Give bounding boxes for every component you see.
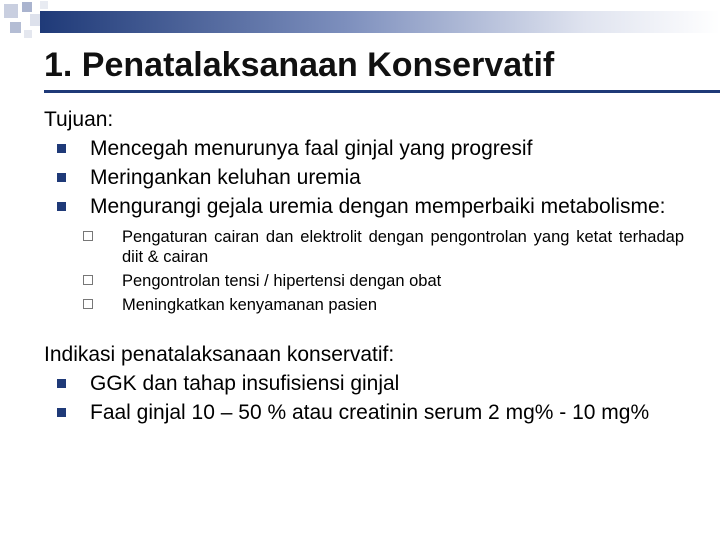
sub-bullet-list: [44, 227, 684, 315]
slide-content: [44, 105, 684, 427]
list-item: [44, 163, 684, 192]
square-bullet-icon: [57, 408, 66, 417]
square-bullet-icon: [57, 144, 66, 153]
sub-list-item-text: Pengontrolan tensi / hipertensi dengan obat: [122, 272, 442, 290]
bullet-list: [44, 369, 684, 427]
list-item-text: Mencegah menurunya faal ginjal yang progresif: [90, 137, 533, 160]
list-item-text: Meringankan keluhan uremia: [90, 166, 361, 189]
list-item: [44, 192, 684, 221]
square-bullet-icon: [57, 173, 66, 182]
sub-list-item: [44, 271, 684, 291]
square-bullet-icon: [57, 379, 66, 388]
square-bullet-icon: [57, 202, 66, 211]
list-item: [44, 134, 684, 163]
bullet-list: [44, 134, 684, 221]
list-item-text: GGK dan tahap insufisiensi ginjal: [90, 372, 400, 395]
sub-list-item-text: Meningkatkan kenyamanan pasien: [122, 296, 378, 314]
list-item: [44, 369, 684, 398]
sub-list-item: [44, 295, 684, 315]
list-item: [44, 398, 684, 427]
title-divider: [44, 90, 720, 93]
section-indikasi: [44, 340, 684, 427]
sub-list-item-text: Pengaturan cairan dan elektrolit dengan pengontrolan yang ketat terhadap diit & cairan: [122, 228, 684, 266]
list-item-text: Faal ginjal 10 – 50 % atau creatinin serum 2 mg% - 10 mg%: [90, 401, 650, 424]
section-heading: Indikasi penatalaksanaan konservatif:: [44, 343, 395, 366]
hollow-square-bullet-icon: [83, 231, 93, 241]
section-heading: Tujuan:: [44, 108, 114, 131]
header-gradient-bar: [40, 11, 720, 33]
section-tujuan: [44, 105, 684, 315]
hollow-square-bullet-icon: [83, 299, 93, 309]
hollow-square-bullet-icon: [83, 275, 93, 285]
sub-list-item: [44, 227, 684, 267]
list-item-text: Mengurangi gejala uremia dengan memperbaiki metabolisme:: [90, 195, 666, 218]
slide-title: 1. Penatalaksanaan Konservatif: [44, 46, 555, 84]
